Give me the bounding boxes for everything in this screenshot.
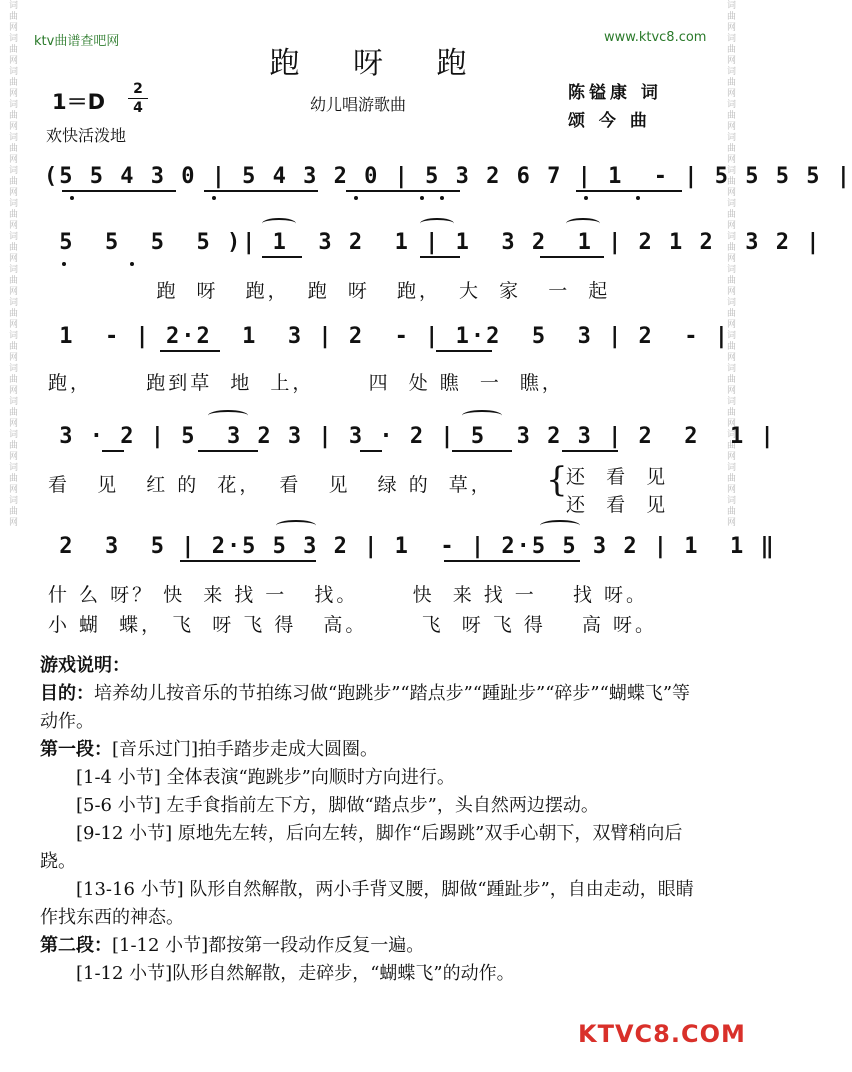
instructions bbox=[40, 652, 704, 988]
bars-13-16-paragraph: [13-16 小节] 队形自然解散，两小手背叉腰，脚做“踵趾步”，自由走动，眼睛作找东西的神态。 bbox=[40, 879, 694, 928]
section2-paragraph bbox=[40, 932, 704, 960]
time-signature bbox=[128, 80, 148, 117]
beam-underline bbox=[180, 560, 316, 562]
bars-9-12-paragraph: [9-12 小节] 原地先左转，后向左转，脚作“后踢跳”双手心朝下，双臂稍向后跷。 bbox=[40, 823, 683, 872]
lyric-line-4b-verse1: 还 看 见 bbox=[566, 466, 669, 488]
verse-brace: { bbox=[546, 460, 568, 500]
slur-mark bbox=[566, 218, 600, 229]
side-watermark-right: 词曲网词曲网词曲网词曲网词曲网词曲网词曲网词曲网词曲网词曲网词曲网词曲网词曲网词曲网词曲网词曲网 bbox=[725, 0, 735, 528]
beam-underline bbox=[576, 190, 682, 192]
beam-underline bbox=[346, 190, 460, 192]
lyric-line-2: 跑 呀 跑， 跑 呀 跑， 大 家 一 起 bbox=[48, 280, 611, 302]
beam-underline bbox=[62, 190, 176, 192]
score-line-1: (5 5 4 3 0 | 5 4 3 2 0 | 5 3 2 6 7 | 1 - | 5 5 5 5 | bbox=[44, 164, 852, 189]
time-numerator: 2 bbox=[133, 81, 143, 97]
section2-label: 第二段： bbox=[40, 935, 112, 956]
slur-mark bbox=[208, 410, 248, 421]
beam-underline bbox=[436, 350, 492, 352]
site-watermark-left: ktv曲谱查吧网 bbox=[34, 34, 120, 49]
low-octave-dot bbox=[70, 196, 74, 200]
beam-underline bbox=[262, 256, 302, 258]
time-denominator: 4 bbox=[133, 100, 143, 116]
score-line-2: 5 5 5 5 )| 1 3 2 1 | 1 3 2 1 | 2 1 2 3 2 | bbox=[44, 230, 822, 255]
low-octave-dot bbox=[584, 196, 588, 200]
beam-underline bbox=[420, 256, 460, 258]
lyric-line-5-verse2: 小 蝴 蝶， 飞 呀 飞 得 高。 飞 呀 飞 得 高 呀。 bbox=[48, 614, 658, 636]
bars-5-6-paragraph: [5-6 小节] 左手食指前左下方，脚做“踏点步”，头自然两边摆动。 bbox=[76, 795, 599, 816]
lyric-line-4b-verse2: 还 看 见 bbox=[566, 494, 669, 516]
song-title: 跑 呀 跑 bbox=[269, 46, 489, 81]
section2-bars-paragraph: [1-12 小节]队形自然解散，走碎步，“蝴蝶飞”的动作。 bbox=[76, 963, 515, 984]
low-octave-dot bbox=[212, 196, 216, 200]
section1-paragraph bbox=[40, 736, 704, 764]
purpose-text: 培养幼儿按音乐的节拍练习做“跑跳步”“踏点步”“踵趾步”“碎步”“蝴蝶飞”等动作。 bbox=[40, 683, 691, 732]
site-watermark-right: www.ktvc8.com bbox=[604, 30, 707, 45]
low-octave-dot bbox=[130, 262, 134, 266]
score-line-4: 3 · 2 | 5 3 2 3 | 3 · 2 | 5 3 2 3 | 2 2 1 | bbox=[44, 424, 776, 449]
tempo-marking: 欢快活泼地 bbox=[46, 126, 127, 145]
beam-underline bbox=[360, 450, 382, 452]
beam-underline bbox=[452, 450, 512, 452]
slur-mark bbox=[276, 520, 316, 531]
section2-text: [1-12 小节]都按第一段动作反复一遍。 bbox=[112, 935, 425, 956]
lyricist-credit: 陈镒康 词 bbox=[568, 83, 662, 103]
slur-mark bbox=[462, 410, 502, 421]
score-line-3: 1 - | 2·2 1 3 | 2 - | 1·2 5 3 | 2 - | bbox=[44, 324, 731, 349]
beam-underline bbox=[444, 560, 580, 562]
composer-credit: 颂 今 曲 bbox=[568, 111, 651, 131]
beam-underline bbox=[540, 256, 604, 258]
slur-mark bbox=[262, 218, 296, 229]
lyric-line-4a: 看 见 红 的 花， 看 见 绿 的 草， bbox=[48, 474, 493, 496]
low-octave-dot bbox=[62, 262, 66, 266]
song-subtitle: 幼儿唱游歌曲 bbox=[310, 95, 407, 114]
bars-1-4-paragraph: [1-4 小节] 全体表演“跑跳步”向顺时方向进行。 bbox=[76, 767, 455, 788]
slur-mark bbox=[420, 218, 454, 229]
section1-label: 第一段： bbox=[40, 739, 112, 760]
site-logo: KTVC8.COM bbox=[578, 1020, 746, 1048]
section1-text: [音乐过门]拍手踏步走成大圆圈。 bbox=[112, 739, 379, 760]
low-octave-dot bbox=[420, 196, 424, 200]
beam-underline bbox=[562, 450, 618, 452]
purpose-paragraph bbox=[40, 680, 704, 736]
purpose-label: 目的： bbox=[40, 683, 94, 704]
beam-underline bbox=[198, 450, 258, 452]
lyric-line-3: 跑， 跑到草 地 上， 四 处 瞧 一 瞧， bbox=[48, 372, 564, 394]
beam-underline bbox=[102, 450, 124, 452]
low-octave-dot bbox=[636, 196, 640, 200]
score-line-5: 2 3 5 | 2·5 5 3 2 | 1 - | 2·5 5 3 2 | 1 1 ‖ bbox=[44, 534, 776, 559]
key-signature: 1＝D bbox=[52, 90, 106, 114]
low-octave-dot bbox=[440, 196, 444, 200]
slur-mark bbox=[540, 520, 580, 531]
beam-underline bbox=[204, 190, 318, 192]
side-watermark-left: 词曲网词曲网词曲网词曲网词曲网词曲网词曲网词曲网词曲网词曲网词曲网词曲网词曲网词曲网词曲网词曲网 bbox=[7, 0, 17, 528]
instructions-heading: 游戏说明： bbox=[40, 655, 130, 676]
lyric-line-5-verse1: 什 么 呀？ 快 来 找 一 找。 快 来 找 一 找 呀。 bbox=[48, 584, 648, 606]
beam-underline bbox=[160, 350, 220, 352]
low-octave-dot bbox=[354, 196, 358, 200]
